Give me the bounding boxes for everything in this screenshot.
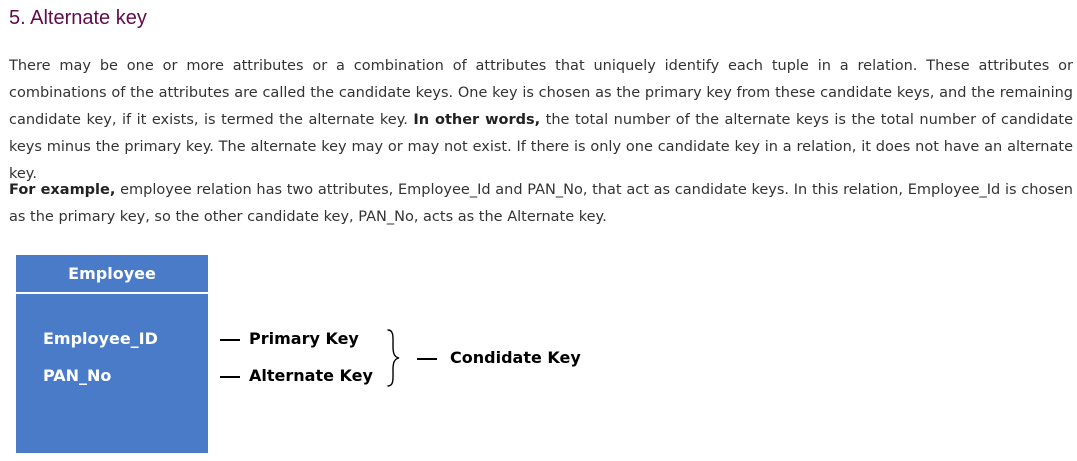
paragraph-definition-text-2: the total number of the alternate keys is the total number of candidate keys minus the primary key. The alternate key may or may not exist. If there is only one candidate key in a relation, it does not have an alternate key. (9, 112, 1073, 182)
connector-dash-alternate (220, 376, 240, 378)
attribute-employee-id: Employee_ID (43, 329, 158, 348)
section-heading: 5. Alternate key (9, 7, 147, 29)
connector-dash-primary (220, 339, 240, 341)
paragraph-definition-bold: In other words, (413, 112, 541, 128)
label-candidate-key: Condidate Key (450, 348, 581, 367)
paragraph-definition-text-1: There may be one or more attributes or a combination of attributes that uniquely identify each tuple in a relation. These attributes or combinations of the attributes are called the candidate keys. One key is chosen as the primary key from these candidate keys, and the remaining candidate key, if it exists, is termed the alternate key. (9, 58, 1073, 128)
paragraph-example-bold: For example, (9, 182, 116, 198)
paragraph-example-text: employee relation has two attributes, Employee_Id and PAN_No, that act as candidate keys. In this relation, Employee_Id is chosen as the primary key, so the other candidate key, PAN_No, acts as the Alternate key. (9, 182, 1073, 225)
attribute-pan-no: PAN_No (43, 366, 112, 385)
label-alternate-key: Alternate Key (249, 366, 373, 385)
entity-title: Employee (68, 264, 156, 283)
connector-dash-candidate (417, 358, 437, 360)
employee-entity-box (16, 255, 208, 453)
label-primary-key: Primary Key (249, 329, 359, 348)
entity-divider (16, 292, 208, 294)
right-brace-icon (382, 328, 404, 388)
